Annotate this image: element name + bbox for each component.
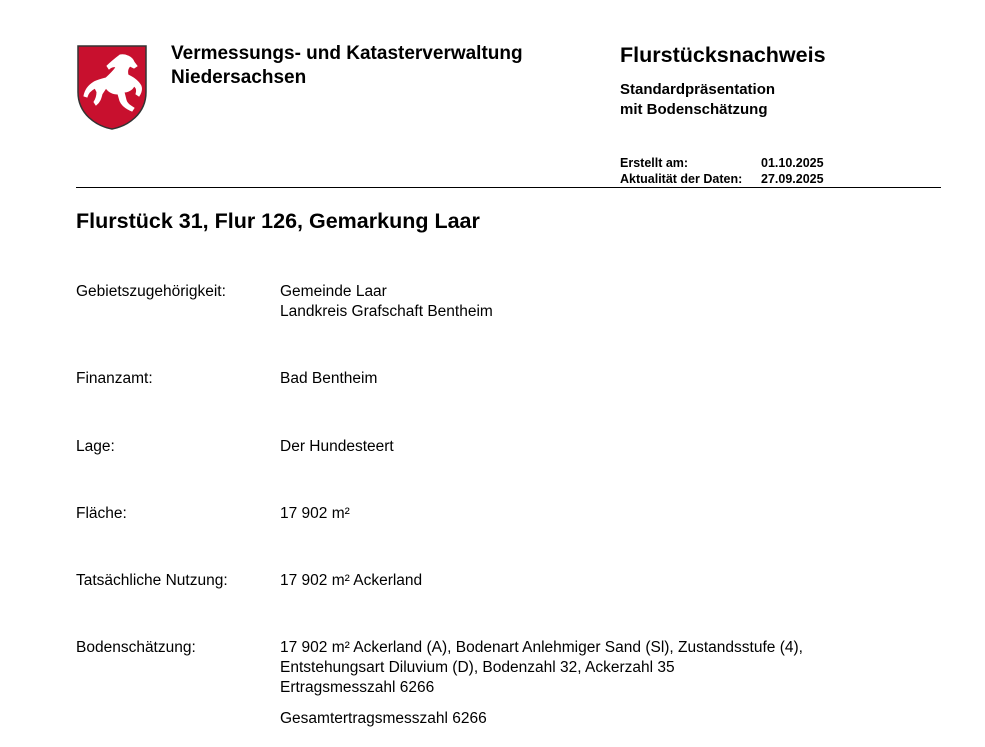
soil-assessment-line-3: Ertragsmesszahl 6266 <box>280 679 435 696</box>
field-label: Lage: <box>76 438 115 455</box>
created-value: 01.10.2025 <box>761 156 824 170</box>
lower-saxony-coat-of-arms-icon <box>76 44 148 131</box>
document-subtitle <box>620 80 775 120</box>
total-yield-value: Gesamtertragsmesszahl 6266 <box>280 710 487 727</box>
field-tax-office <box>76 369 377 389</box>
data-currency-row <box>620 171 824 187</box>
actual-use-value: 17 902 m² Ackerland <box>280 572 423 589</box>
agency-name-line-2: Niedersachsen <box>171 67 307 88</box>
field-area-affiliation <box>76 282 493 322</box>
field-value <box>280 282 493 322</box>
soil-assessment-line-1: 17 902 m² Ackerland (A), Bodenart Anlehmiger Sand (Sl), Zustandsstufe (4), <box>280 639 803 656</box>
field-value <box>280 504 350 524</box>
created-label: Erstellt am: <box>620 156 689 170</box>
document-subtitle-line-2: mit Bodenschätzung <box>620 101 768 118</box>
field-label: Tatsächliche Nutzung: <box>76 572 228 589</box>
agency-name <box>171 42 523 90</box>
field-label: Fläche: <box>76 505 127 522</box>
field-label: Gebietszugehörigkeit: <box>76 283 226 300</box>
area-value: 17 902 m² <box>280 505 350 522</box>
field-soil-assessment <box>76 638 803 729</box>
parcel-title: Flurstück 31, Flur 126, Gemarkung Laar <box>76 209 480 233</box>
municipality: Gemeinde Laar <box>280 283 387 300</box>
document-subtitle-line-1: Standardpräsentation <box>620 81 776 98</box>
field-value <box>280 437 394 457</box>
field-value <box>280 369 377 389</box>
field-label: Bodenschätzung: <box>76 639 196 656</box>
document-title: Flurstücksnachweis <box>620 43 826 67</box>
field-value <box>280 638 803 729</box>
created-row <box>620 155 824 171</box>
field-value <box>280 571 422 591</box>
agency-name-line-1: Vermessungs- und Katasterverwaltung <box>171 43 523 64</box>
field-area <box>76 504 350 524</box>
field-location <box>76 437 394 457</box>
location-value: Der Hundesteert <box>280 438 394 455</box>
soil-assessment-line-2: Entstehungsart Diluvium (D), Bodenzahl 32, Ackerzahl 35 <box>280 659 675 676</box>
spacer <box>280 698 803 709</box>
data-currency-label: Aktualität der Daten: <box>620 172 743 186</box>
document-metadata <box>620 155 824 187</box>
field-actual-use <box>76 571 422 591</box>
data-currency-value: 27.09.2025 <box>761 172 824 186</box>
district: Landkreis Grafschaft Bentheim <box>280 303 493 320</box>
field-label: Finanzamt: <box>76 370 153 387</box>
header-divider <box>76 187 941 188</box>
tax-office-value: Bad Bentheim <box>280 370 378 387</box>
